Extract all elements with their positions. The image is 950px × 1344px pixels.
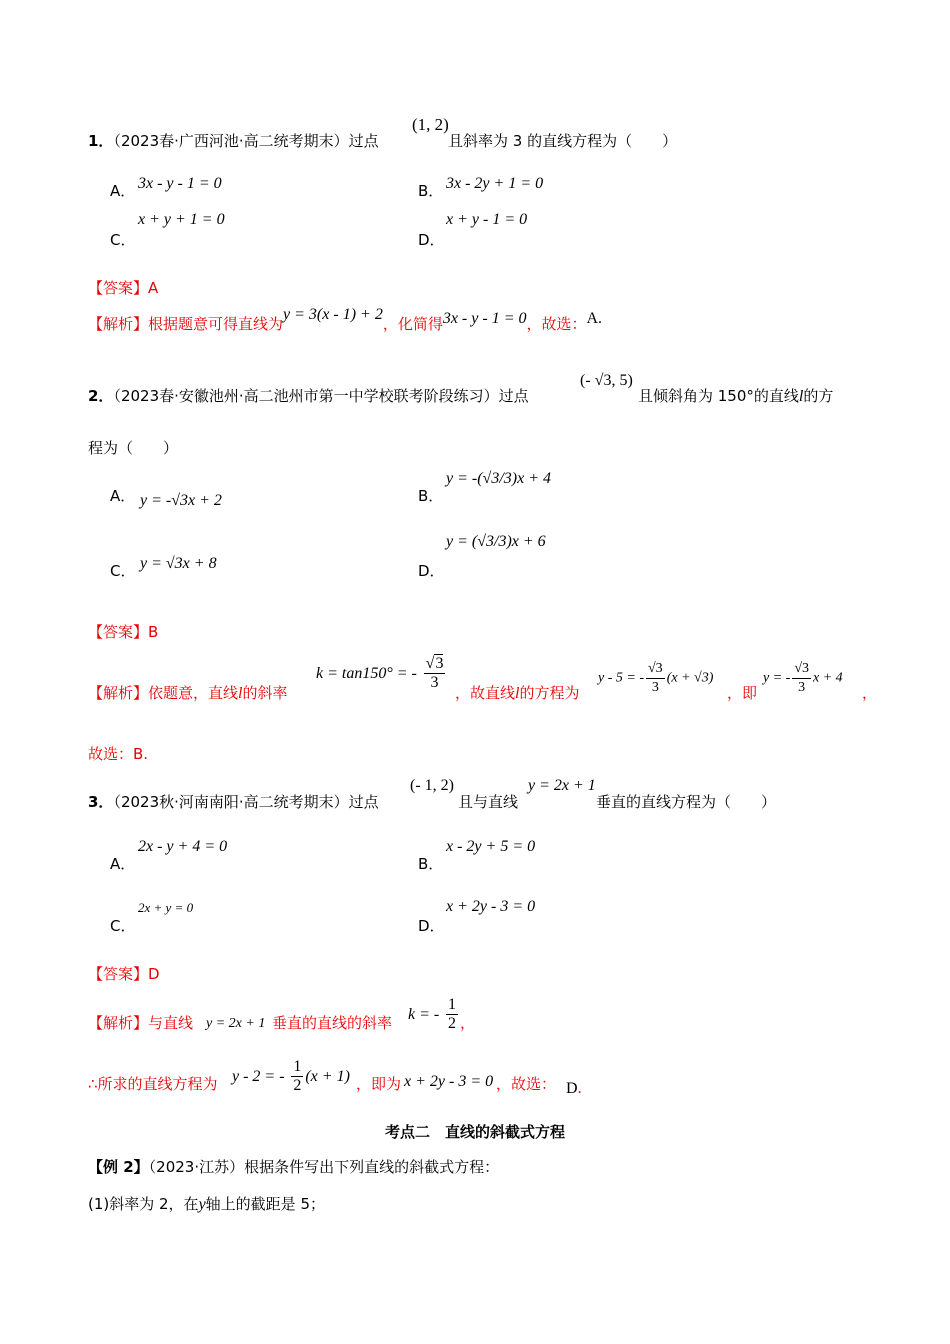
- q2-option-d-eq: y = (√3/3)x + 6: [446, 533, 546, 550]
- q3-explain-k-fraction: [446, 996, 458, 1033]
- q1-number: 1．: [88, 132, 114, 150]
- example-2-part1: [88, 1193, 325, 1214]
- q3-explain-eq3: x + 2y - 3 = 0: [404, 1073, 494, 1090]
- q2-explain-c: ，故直线: [455, 684, 516, 702]
- q1-option-d-eq: x + y - 1 = 0: [446, 211, 528, 228]
- q2-option-c-label: C．: [110, 562, 136, 580]
- q2-text-b-wrap: [638, 385, 833, 406]
- q2-option-b-label: B．: [418, 487, 444, 505]
- q3-line-eq: y = 2x + 1: [528, 777, 596, 794]
- q3-explain-dot: .: [577, 1080, 582, 1097]
- q1-point: (1, 2): [412, 115, 449, 134]
- example-part1-var: y: [198, 1196, 206, 1213]
- q3-option-c-eq: 2x + y = 0: [138, 900, 194, 915]
- q2-text-c: 的方: [803, 387, 834, 405]
- q1-option-d-label: D．: [418, 231, 445, 249]
- frac-two-b: 2: [293, 1077, 302, 1094]
- q3-option-a-eq: 2x - y + 4 = 0: [138, 838, 228, 855]
- example-part1-b: 轴上的截距是 5；: [205, 1195, 325, 1213]
- q1-explain-tag: 【解析】: [88, 315, 149, 333]
- q3-explain-a: 与直线: [148, 1014, 194, 1032]
- q3-text-b: 且与直线: [458, 793, 519, 811]
- q2-text-a: 过点: [498, 387, 529, 405]
- q1-source: （2023春·广西河池·高二统考期末）: [113, 132, 349, 150]
- q2-option-b-eq: y = -(√3/3)x + 4: [446, 470, 552, 487]
- q2-explanation: [88, 682, 288, 703]
- q2-explain-a: 依题意，直线: [148, 684, 239, 702]
- q2-explain-eq2: y = - $\frac{√3}{3}$ x + 4: [763, 661, 843, 695]
- q1-explain-a: 根据题意可得直线为: [148, 315, 284, 333]
- q2-option-a-eq: y = -√3x + 2: [140, 492, 222, 509]
- q3-explain-e: ，即为: [356, 1075, 402, 1093]
- q2-source: （2023春·安徽池州·高二池州市第一中学校联考阶段练习）: [113, 387, 499, 405]
- q3-explain-f: ，故选：: [496, 1075, 557, 1093]
- q3-explain-c: ，: [460, 1014, 476, 1032]
- q3-explanation-line1: [88, 1012, 193, 1033]
- den3: 3: [430, 674, 439, 691]
- example-part1-a: (1)斜率为 2，在: [88, 1195, 199, 1213]
- q2-explain-e: ，即: [727, 684, 758, 702]
- q1-explanation: [88, 306, 603, 334]
- q2-option-c-eq: y = √3x + 8: [140, 555, 217, 572]
- q3-option-b-eq: x - 2y + 5 = 0: [446, 838, 536, 855]
- q1-stem: [88, 130, 379, 151]
- q2-stem: [88, 385, 529, 406]
- q2-explain-tag: 【解析】: [88, 684, 149, 702]
- q2-explain-eq1: y - 5 = - $\frac{√3}{3}$ (x + √3): [598, 661, 714, 695]
- q2-explain-k-wrap: [316, 655, 447, 692]
- frac-one: 1: [448, 996, 457, 1013]
- q3-explain-tag: 【解析】: [88, 1014, 149, 1032]
- q2-explain-k: k = tan150° = -: [316, 665, 417, 682]
- q2-explain-d: 的方程为: [519, 684, 580, 702]
- q1-answer: 【答案】A: [88, 279, 159, 297]
- q1-option-c-label: C．: [110, 231, 136, 249]
- q3-source: （2023秋·河南南阳·高二统考期末）: [113, 793, 349, 811]
- q3-option-d-label: D．: [418, 917, 445, 935]
- q1-explain-eq1: y = 3(x - 1) + 2: [283, 306, 383, 323]
- frac-one-b: 1: [293, 1058, 302, 1075]
- q2-number: 2．: [88, 387, 114, 405]
- example-2-stem: [88, 1156, 499, 1177]
- q3-explain-choice: [566, 1080, 582, 1098]
- q2-explain-b: 的斜率: [242, 684, 288, 702]
- q2-line-var: l: [798, 388, 804, 405]
- q3-text-a: 过点: [348, 793, 379, 811]
- q3-point: (- 1, 2): [410, 777, 454, 794]
- q3-stem: [88, 791, 379, 812]
- q3-explain-b: 垂直的直线的斜率: [272, 1014, 393, 1032]
- example-source: （2023·江苏）: [148, 1158, 245, 1176]
- frac-two: 2: [448, 1015, 457, 1032]
- q3-explain-eq2b: (x + 1): [305, 1068, 350, 1085]
- q2-explain-g: 故选：B.: [88, 745, 149, 763]
- q2-text-d: 程为（ ）: [88, 439, 179, 457]
- q3-text-c: 垂直的直线方程为（ ）: [596, 793, 777, 811]
- q3-explain-choice-letter: D: [566, 1080, 578, 1097]
- q1-option-a-eq: 3x - y - 1 = 0: [138, 175, 222, 192]
- example-tag: 【例 2】: [88, 1158, 149, 1176]
- q2-text-b: 且倾斜角为 150°的直线: [638, 387, 799, 405]
- q3-option-b-label: B．: [418, 855, 444, 873]
- q3-option-c-label: C．: [110, 917, 136, 935]
- q1-explain-c: ，故选：: [526, 315, 587, 333]
- q2-explain-var2: l: [515, 685, 520, 702]
- q1-option-a-label: A．: [110, 182, 136, 200]
- q3-explain-eq2-fraction: [291, 1058, 303, 1095]
- q3-explain-d: ∴所求的直线方程为: [88, 1075, 218, 1093]
- q3-number: 3．: [88, 793, 114, 811]
- q2-explain-c-wrap: [455, 682, 579, 703]
- q3-option-a-label: A．: [110, 855, 136, 873]
- q3-explain-k: k = -: [408, 1006, 440, 1023]
- section-title: 考点二 直线的斜截式方程: [384, 1123, 565, 1141]
- q1-option-b-label: B．: [418, 182, 444, 200]
- q2-answer: 【答案】B: [88, 623, 159, 641]
- q3-explain-eq2a: y - 2 = -: [232, 1068, 285, 1085]
- q1-option-b-eq: 3x - 2y + 1 = 0: [446, 175, 544, 192]
- q3-explain-eq2-wrap: [232, 1058, 350, 1095]
- q1-text-a: 过点: [348, 132, 379, 150]
- q3-answer: 【答案】D: [88, 965, 160, 983]
- q2-explain-var: l: [238, 685, 243, 702]
- q1-explain-choice: A.: [586, 310, 603, 327]
- q1-text-b: 且斜率为 3 的直线方程为（ ）: [448, 132, 678, 150]
- q2-option-a-label: A．: [110, 487, 136, 505]
- q3-option-d-eq: x + 2y - 3 = 0: [446, 898, 536, 915]
- q1-explain-eq2: 3x - y - 1 = 0: [442, 310, 527, 327]
- example-text: 根据条件写出下列直线的斜截式方程：: [244, 1158, 500, 1176]
- q2-option-d-label: D．: [418, 562, 445, 580]
- q3-explain-k-wrap: [408, 996, 460, 1033]
- sqrt3: 3: [435, 655, 444, 672]
- q2-point: (- √3, 5): [580, 372, 633, 389]
- q3-explain-eq1: y = 2x + 1: [206, 1016, 266, 1031]
- q1-option-c-eq: x + y + 1 = 0: [138, 211, 225, 228]
- q1-explain-b: ，化简得: [382, 315, 443, 333]
- q2-explain-f: ，: [862, 684, 878, 702]
- q2-explain-k-fraction: $\frac{√3}{3}$: [425, 655, 444, 691]
